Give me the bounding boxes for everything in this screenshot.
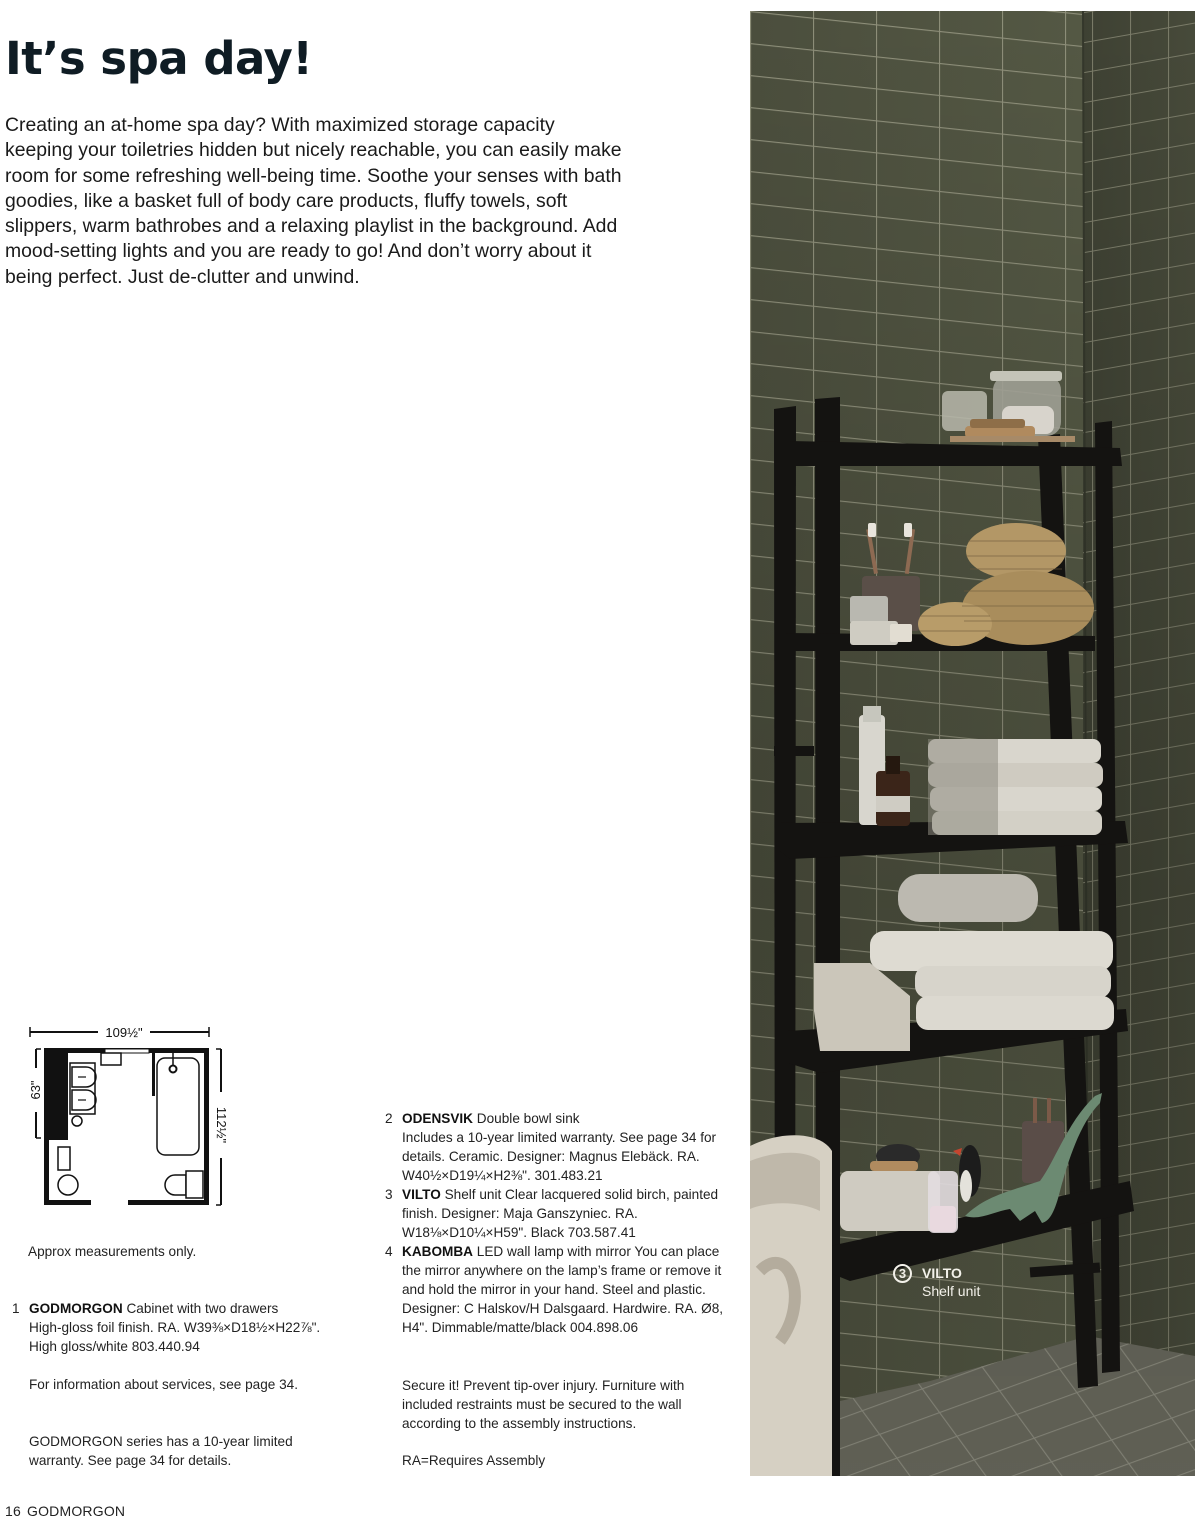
product-1-godmorgon bbox=[12, 1299, 349, 1356]
product-photo-vilto-shelf bbox=[750, 11, 1195, 1476]
product-details: High-gloss foil finish. RA. W39⅜×D18½×H22⅞". High gloss/white 803.440.94 bbox=[29, 1320, 321, 1354]
safety-note: Secure it! Prevent tip-over injury. Furniture with included restraints must be secured to the wall according to the assembly instructions. bbox=[402, 1378, 685, 1431]
product-name: ODENSVIK bbox=[402, 1111, 474, 1126]
product-list bbox=[385, 1109, 732, 1337]
product-title: Cabinet with two drawers bbox=[126, 1301, 279, 1316]
product-number: 1 bbox=[12, 1301, 20, 1316]
section-name: GODMORGON bbox=[26, 1503, 126, 1519]
product-name: GODMORGON bbox=[29, 1301, 123, 1316]
callout-product-desc: Shelf unit bbox=[922, 1283, 981, 1299]
product-title: LED wall lamp with mirror You can place the mirror anywhere on the lamp’s frame or remove it and hold the mirror in your hand. Steel and plastic. Designer: C Halskov/H Dalsgaard. Hardwire. RA. Ø8, H4". Dimmable/matte/black 004.898.06 bbox=[402, 1244, 724, 1335]
vilto-callout-label bbox=[893, 1264, 980, 1300]
services-note: For information about services, see page 34. bbox=[29, 1377, 299, 1392]
page-footer bbox=[5, 1503, 125, 1519]
series-warranty-note: GODMORGON series has a 10-year limited warranty. See page 34 for details. bbox=[29, 1434, 293, 1468]
svg-text:112½": 112½" bbox=[214, 1106, 229, 1144]
product-title: Shelf unit Clear lacquered solid birch, painted finish. Designer: Maja Ganszyniec. RA. W18⅛×D10¼×H59". Black 703.587.41 bbox=[402, 1187, 719, 1240]
intro-paragraph: Creating an at-home spa day? With maximized storage capacity keeping your toiletries hidden but nicely reachable, you can easily make room for some refreshing well-being time. Soothe your senses with bath goodies, like a basket full of body care products, fluffy towels, soft slippers, warm bathrobes and a relaxing playlist in the background. Add mood-setting lights and you are ready to go! And don’t worry about it being perfect. Just de-clutter and unwind. bbox=[5, 114, 622, 288]
product-details: Includes a 10-year limited warranty. See page 34 for details. Ceramic. Designer: Magnus Elebäck. RA. W40½×D19¼×H2⅜". 301.483.21 bbox=[402, 1130, 717, 1183]
bathroom-floor-plan bbox=[26, 1020, 236, 1226]
callout-number-badge: 3 bbox=[893, 1264, 912, 1283]
product-name: VILTO bbox=[402, 1187, 441, 1202]
product-title: Double bowl sink bbox=[476, 1111, 580, 1126]
product-4-kabomba: 4 KABOMBA LED wall lamp with mirror You can place the mirror anywhere on the lamp’s frame or remove it and hold the mirror in your hand. Steel and plastic. Designer: C Halskov/H Dalsgaard. Hardwire. RA. Ø8, H4". Dimmable/matte/black 004.898.06 bbox=[385, 1244, 724, 1335]
page-number: 16 bbox=[5, 1503, 21, 1519]
product-2-odensvik: 2 ODENSVIK Double bowl sink Includes a 10-year limited warranty. See page 34 for details. Ceramic. Designer: Magnus Elebäck. RA. W40½×D19¼×H2⅜". 301.483.21 bbox=[385, 1111, 717, 1183]
measurements-note: Approx measurements only. bbox=[28, 1244, 197, 1259]
product-3-vilto: 3 VILTO Shelf unit Clear lacquered solid birch, painted finish. Designer: Maja Ganszyniec. RA. W18⅛×D10¼×H59". Black 703.587.41 bbox=[385, 1187, 719, 1240]
product-name: KABOMBA bbox=[402, 1244, 473, 1259]
page-title: It’s spa day! bbox=[5, 32, 313, 85]
width-dimension: 109½" bbox=[105, 1025, 143, 1040]
callout-product-name: VILTO bbox=[922, 1265, 962, 1281]
svg-text:63": 63" bbox=[28, 1080, 43, 1100]
ra-legend: RA=Requires Assembly bbox=[402, 1453, 546, 1468]
